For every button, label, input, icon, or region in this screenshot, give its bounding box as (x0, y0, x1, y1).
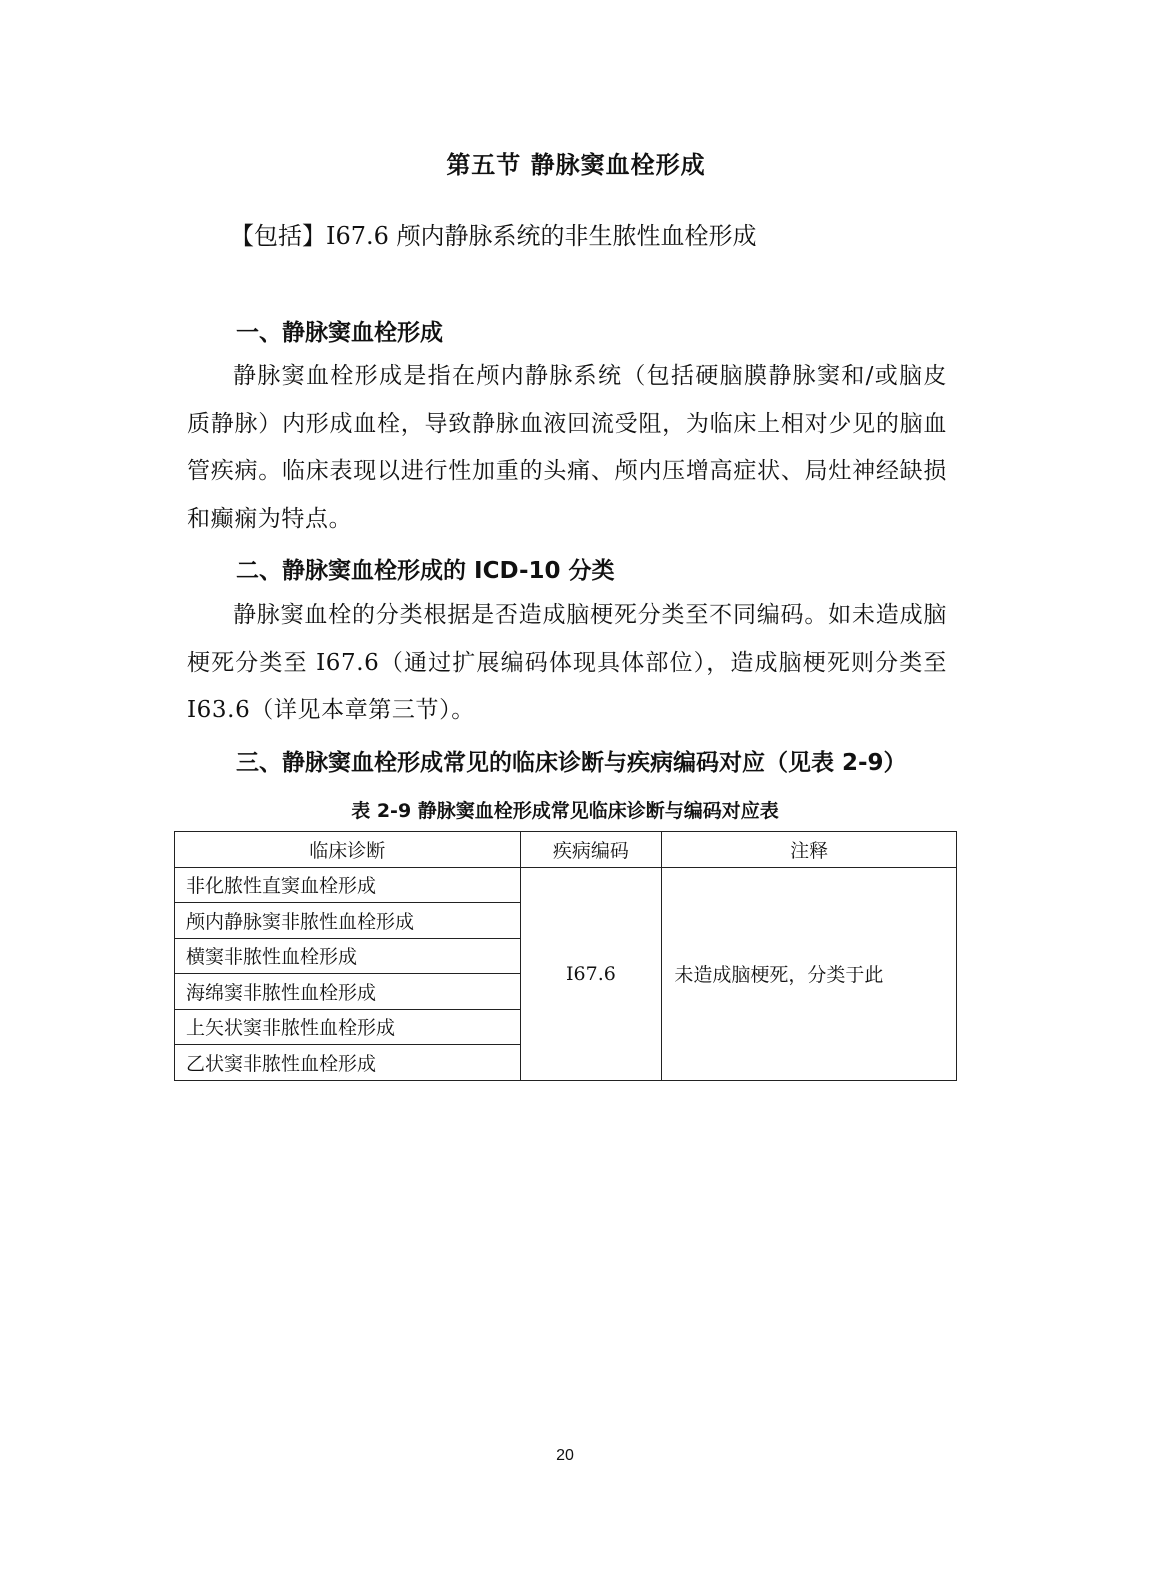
table-header-row (175, 832, 957, 868)
diagnosis-cell: 非化脓性直窦血栓形成 (175, 867, 521, 903)
page-number: 20 (556, 1447, 574, 1464)
diagnosis-cell: 乙状窦非脓性血栓形成 (175, 1045, 521, 1081)
heading-1: 一、静脉窦血栓形成 (236, 320, 443, 346)
section-title: 第五节 静脉窦血栓形成 (446, 151, 706, 179)
header-diagnosis: 临床诊断 (175, 832, 521, 868)
diagnosis-cell: 横窦非脓性血栓形成 (175, 938, 521, 974)
heading-3: 三、静脉窦血栓形成常见的临床诊断与疾病编码对应（见表 2-9） (236, 750, 907, 776)
paragraph-1: 静脉窦血栓形成是指在颅内静脉系统（包括硬脑膜静脉窦和/或脑皮质静脉）内形成血栓，导致静脉血液回流受阻，为临床上相对少见的脑血管疾病。临床表现以进行性加重的头痛、颅内压增高症状、局灶神经缺损和癫痫为特点。 (187, 363, 947, 532)
include-line: 【包括】I67.6 颅内静脉系统的非生脓性血栓形成 (230, 222, 757, 250)
table-row (175, 867, 957, 903)
diagnosis-code-table (174, 831, 957, 1081)
header-code: 疾病编码 (520, 832, 662, 868)
paragraph-2: 静脉窦血栓的分类根据是否造成脑梗死分类至不同编码。如未造成脑梗死分类至 I67.6（通过扩展编码体现具体部位），造成脑梗死则分类至 I63.6（详见本章第三节）。 (187, 602, 947, 723)
table-caption: 表 2-9 静脉窦血栓形成常见临床诊断与编码对应表 (351, 800, 779, 822)
header-note: 注释 (662, 832, 957, 868)
diagnosis-cell: 颅内静脉窦非脓性血栓形成 (175, 903, 521, 939)
diagnosis-cell: 上矢状窦非脓性血栓形成 (175, 1009, 521, 1045)
note-cell: 未造成脑梗死，分类于此 (662, 867, 957, 1080)
code-cell: I67.6 (520, 867, 662, 1080)
diagnosis-cell: 海绵窦非脓性血栓形成 (175, 974, 521, 1010)
heading-2: 二、静脉窦血栓形成的 ICD-10 分类 (236, 558, 615, 584)
